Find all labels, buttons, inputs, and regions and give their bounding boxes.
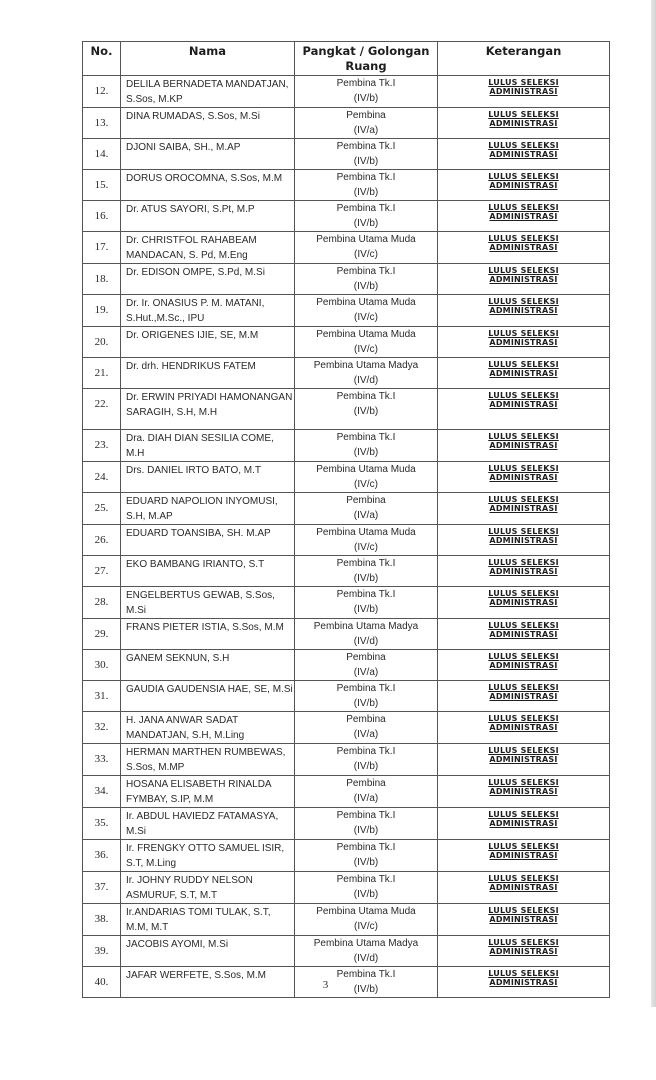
row-status-line1: LULUS SELEKSI bbox=[488, 464, 559, 473]
row-status-line2: ADMINISTRASI bbox=[489, 915, 558, 924]
row-number: 39. bbox=[83, 936, 121, 967]
row-grade: (IV/d) bbox=[353, 953, 379, 964]
selection-results-table bbox=[82, 41, 610, 998]
row-status-cell bbox=[438, 587, 610, 619]
page-bottom-margin bbox=[0, 1007, 656, 1080]
row-grade: (IV/d) bbox=[353, 636, 379, 647]
row-status-line1: LULUS SELEKSI bbox=[488, 234, 559, 243]
table-row bbox=[83, 840, 610, 872]
row-status-line2: ADMINISTRASI bbox=[489, 181, 558, 190]
table-row bbox=[83, 744, 610, 776]
row-number: 22. bbox=[83, 389, 121, 430]
row-status-cell bbox=[438, 650, 610, 681]
row-grade: (IV/b) bbox=[353, 889, 379, 900]
table-row bbox=[83, 712, 610, 744]
row-status-line1: LULUS SELEKSI bbox=[488, 652, 559, 661]
row-status-cell bbox=[438, 139, 610, 170]
row-name: Dr. CHRISTFOL RAHABEAM MANDACAN, S. Pd, M.Eng bbox=[121, 232, 295, 264]
row-rank-cell bbox=[295, 327, 438, 358]
row-rank-cell bbox=[295, 358, 438, 389]
row-status-cell bbox=[438, 712, 610, 744]
row-name: DORUS OROCOMNA, S.Sos, M.M bbox=[121, 170, 295, 201]
row-status-cell bbox=[438, 493, 610, 525]
row-rank-cell bbox=[295, 139, 438, 170]
row-number: 19. bbox=[83, 295, 121, 327]
row-number: 33. bbox=[83, 744, 121, 776]
row-rank: Pembina bbox=[346, 110, 386, 121]
row-rank-cell bbox=[295, 389, 438, 430]
row-status-line2: ADMINISTRASI bbox=[489, 441, 558, 450]
row-grade: (IV/b) bbox=[353, 698, 379, 709]
row-name: ENGELBERTUS GEWAB, S.Sos, M.Si bbox=[121, 587, 295, 619]
row-status-line1: LULUS SELEKSI bbox=[488, 329, 559, 338]
row-status-line2: ADMINISTRASI bbox=[489, 536, 558, 545]
row-number: 15. bbox=[83, 170, 121, 201]
row-rank-cell bbox=[295, 232, 438, 264]
row-rank-cell bbox=[295, 936, 438, 967]
row-number: 23. bbox=[83, 430, 121, 462]
table-row bbox=[83, 389, 610, 430]
row-number: 27. bbox=[83, 556, 121, 587]
row-grade: (IV/c) bbox=[354, 312, 378, 323]
row-grade: (IV/b) bbox=[353, 573, 379, 584]
row-name: Ir. ABDUL HAVIEDZ FATAMASYA, M.Si bbox=[121, 808, 295, 840]
row-rank-cell bbox=[295, 872, 438, 904]
page-edge-shadow bbox=[651, 0, 656, 1007]
row-rank: Pembina Tk.I bbox=[336, 842, 396, 853]
row-number: 25. bbox=[83, 493, 121, 525]
row-rank: Pembina Tk.I bbox=[336, 558, 396, 569]
row-rank-cell bbox=[295, 681, 438, 712]
row-name: DINA RUMADAS, S.Sos, M.Si bbox=[121, 108, 295, 139]
row-grade: (IV/a) bbox=[353, 510, 379, 521]
row-grade: (IV/b) bbox=[353, 761, 379, 772]
row-name: EDUARD TOANSIBA, SH. M.AP bbox=[121, 525, 295, 556]
row-number: 30. bbox=[83, 650, 121, 681]
table-row bbox=[83, 776, 610, 808]
row-number: 29. bbox=[83, 619, 121, 650]
row-grade: (IV/c) bbox=[354, 344, 378, 355]
row-status-line1: LULUS SELEKSI bbox=[488, 360, 559, 369]
row-rank: Pembina bbox=[346, 778, 386, 789]
table-row bbox=[83, 650, 610, 681]
row-number: 18. bbox=[83, 264, 121, 295]
row-status-cell bbox=[438, 108, 610, 139]
table-row bbox=[83, 587, 610, 619]
row-grade: (IV/b) bbox=[353, 984, 379, 995]
row-status-line2: ADMINISTRASI bbox=[489, 306, 558, 315]
row-status-line2: ADMINISTRASI bbox=[489, 87, 558, 96]
row-status-line2: ADMINISTRASI bbox=[489, 723, 558, 732]
row-number: 26. bbox=[83, 525, 121, 556]
row-status-cell bbox=[438, 76, 610, 108]
row-status-line1: LULUS SELEKSI bbox=[488, 266, 559, 275]
row-rank-cell bbox=[295, 170, 438, 201]
table-row bbox=[83, 358, 610, 389]
row-name: FRANS PIETER ISTIA, S.Sos, M.M bbox=[121, 619, 295, 650]
row-status-line1: LULUS SELEKSI bbox=[488, 78, 559, 87]
row-status-line2: ADMINISTRASI bbox=[489, 243, 558, 252]
row-status-line1: LULUS SELEKSI bbox=[488, 621, 559, 630]
table-row bbox=[83, 430, 610, 462]
row-grade: (IV/c) bbox=[354, 921, 378, 932]
row-name: HOSANA ELISABETH RINALDA FYMBAY, S.IP, M.M bbox=[121, 776, 295, 808]
row-status-line2: ADMINISTRASI bbox=[489, 119, 558, 128]
page-number: 3 bbox=[322, 979, 329, 991]
table-row bbox=[83, 76, 610, 108]
row-grade: (IV/b) bbox=[353, 604, 379, 615]
table-row bbox=[83, 462, 610, 493]
table-row bbox=[83, 108, 610, 139]
row-number: 13. bbox=[83, 108, 121, 139]
row-grade: (IV/b) bbox=[353, 187, 379, 198]
row-status-line1: LULUS SELEKSI bbox=[488, 938, 559, 947]
row-rank: Pembina Tk.I bbox=[336, 746, 396, 757]
row-status-cell bbox=[438, 327, 610, 358]
table-row bbox=[83, 904, 610, 936]
table-row bbox=[83, 525, 610, 556]
row-status-line1: LULUS SELEKSI bbox=[488, 495, 559, 504]
row-status-cell bbox=[438, 872, 610, 904]
row-status-line1: LULUS SELEKSI bbox=[488, 683, 559, 692]
row-grade: (IV/b) bbox=[353, 156, 379, 167]
row-status-line2: ADMINISTRASI bbox=[489, 947, 558, 956]
row-name: DJONI SAIBA, SH., M.AP bbox=[121, 139, 295, 170]
row-number: 12. bbox=[83, 76, 121, 108]
row-rank: Pembina bbox=[346, 652, 386, 663]
row-status-line2: ADMINISTRASI bbox=[489, 630, 558, 639]
row-status-cell bbox=[438, 776, 610, 808]
row-status-line1: LULUS SELEKSI bbox=[488, 172, 559, 181]
row-status-cell bbox=[438, 936, 610, 967]
row-status-line1: LULUS SELEKSI bbox=[488, 141, 559, 150]
row-status-line1: LULUS SELEKSI bbox=[488, 906, 559, 915]
row-grade: (IV/b) bbox=[353, 218, 379, 229]
row-status-cell bbox=[438, 462, 610, 493]
row-rank: Pembina Tk.I bbox=[336, 969, 396, 980]
row-rank: Pembina Tk.I bbox=[336, 172, 396, 183]
table-row bbox=[83, 201, 610, 232]
row-rank: Pembina Tk.I bbox=[336, 874, 396, 885]
row-number: 31. bbox=[83, 681, 121, 712]
row-rank: Pembina Tk.I bbox=[336, 141, 396, 152]
row-name: Ir. FRENGKY OTTO SAMUEL ISIR, S.T, M.Ling bbox=[121, 840, 295, 872]
row-rank-cell bbox=[295, 201, 438, 232]
row-status-line2: ADMINISTRASI bbox=[489, 819, 558, 828]
table-row bbox=[83, 295, 610, 327]
row-rank: Pembina Utama Madya bbox=[313, 938, 419, 949]
table-row bbox=[83, 139, 610, 170]
table-row bbox=[83, 681, 610, 712]
row-rank: Pembina Tk.I bbox=[336, 266, 396, 277]
row-status-cell bbox=[438, 358, 610, 389]
row-status-line1: LULUS SELEKSI bbox=[488, 432, 559, 441]
row-name: HERMAN MARTHEN RUMBEWAS, S.Sos, M.MP bbox=[121, 744, 295, 776]
row-rank-cell bbox=[295, 525, 438, 556]
table-row bbox=[83, 264, 610, 295]
row-status-line1: LULUS SELEKSI bbox=[488, 842, 559, 851]
row-status-line2: ADMINISTRASI bbox=[489, 150, 558, 159]
row-status-line1: LULUS SELEKSI bbox=[488, 969, 559, 978]
row-rank: Pembina Tk.I bbox=[336, 391, 396, 402]
row-rank-cell bbox=[295, 587, 438, 619]
row-status-cell bbox=[438, 681, 610, 712]
row-name: Drs. DANIEL IRTO BATO, M.T bbox=[121, 462, 295, 493]
header-nama: Nama bbox=[121, 42, 295, 76]
row-status-line1: LULUS SELEKSI bbox=[488, 110, 559, 119]
row-number: 14. bbox=[83, 139, 121, 170]
row-status-line1: LULUS SELEKSI bbox=[488, 391, 559, 400]
row-grade: (IV/b) bbox=[353, 406, 379, 417]
row-status-line1: LULUS SELEKSI bbox=[488, 714, 559, 723]
row-rank: Pembina bbox=[346, 495, 386, 506]
header-keterangan: Keterangan bbox=[438, 42, 610, 76]
row-status-line1: LULUS SELEKSI bbox=[488, 589, 559, 598]
row-rank-cell bbox=[295, 744, 438, 776]
row-name: Ir.ANDARIAS TOMI TULAK, S.T, M.M, M.T bbox=[121, 904, 295, 936]
row-rank-cell bbox=[295, 493, 438, 525]
row-rank: Pembina Utama Muda bbox=[316, 297, 416, 308]
row-rank: Pembina Tk.I bbox=[336, 683, 396, 694]
row-grade: (IV/b) bbox=[353, 93, 379, 104]
row-rank: Pembina Tk.I bbox=[336, 810, 396, 821]
row-rank-cell bbox=[295, 840, 438, 872]
table-row bbox=[83, 556, 610, 587]
row-rank-cell bbox=[295, 76, 438, 108]
row-name: EKO BAMBANG IRIANTO, S.T bbox=[121, 556, 295, 587]
row-number: 36. bbox=[83, 840, 121, 872]
row-grade: (IV/a) bbox=[353, 125, 379, 136]
row-rank-cell bbox=[295, 556, 438, 587]
row-status-line1: LULUS SELEKSI bbox=[488, 527, 559, 536]
table-row bbox=[83, 808, 610, 840]
row-rank-cell bbox=[295, 650, 438, 681]
row-rank-cell bbox=[295, 904, 438, 936]
row-status-cell bbox=[438, 744, 610, 776]
row-status-line2: ADMINISTRASI bbox=[489, 473, 558, 482]
row-status-cell bbox=[438, 525, 610, 556]
row-number: 35. bbox=[83, 808, 121, 840]
row-number: 38. bbox=[83, 904, 121, 936]
row-name: DELILA BERNADETA MANDATJAN, S.Sos, M.KP bbox=[121, 76, 295, 108]
row-name: Dr. ATUS SAYORI, S.Pt, M.P bbox=[121, 201, 295, 232]
row-status-line2: ADMINISTRASI bbox=[489, 369, 558, 378]
row-rank: Pembina Utama Muda bbox=[316, 527, 416, 538]
table-row bbox=[83, 936, 610, 967]
row-grade: (IV/a) bbox=[353, 729, 379, 740]
row-status-line2: ADMINISTRASI bbox=[489, 567, 558, 576]
row-grade: (IV/c) bbox=[354, 479, 378, 490]
row-grade: (IV/a) bbox=[353, 667, 379, 678]
row-grade: (IV/c) bbox=[354, 542, 378, 553]
row-status-cell bbox=[438, 264, 610, 295]
row-name: H. JANA ANWAR SADAT MANDATJAN, S.H, M.Ling bbox=[121, 712, 295, 744]
row-grade: (IV/c) bbox=[354, 249, 378, 260]
row-rank: Pembina bbox=[346, 714, 386, 725]
row-status-line1: LULUS SELEKSI bbox=[488, 558, 559, 567]
row-status-line1: LULUS SELEKSI bbox=[488, 810, 559, 819]
row-name: GAUDIA GAUDENSIA HAE, SE, M.Si bbox=[121, 681, 295, 712]
row-status-line2: ADMINISTRASI bbox=[489, 212, 558, 221]
row-rank: Pembina Utama Muda bbox=[316, 329, 416, 340]
row-name: JACOBIS AYOMI, M.Si bbox=[121, 936, 295, 967]
row-status-cell bbox=[438, 295, 610, 327]
row-status-cell bbox=[438, 904, 610, 936]
row-name: Dr. EDISON OMPE, S.Pd, M.Si bbox=[121, 264, 295, 295]
row-status-cell bbox=[438, 389, 610, 430]
row-rank-cell bbox=[295, 462, 438, 493]
row-grade: (IV/b) bbox=[353, 857, 379, 868]
table-row bbox=[83, 619, 610, 650]
row-grade: (IV/b) bbox=[353, 447, 379, 458]
row-name: EDUARD NAPOLION INYOMUSI, S.H, M.AP bbox=[121, 493, 295, 525]
row-status-cell bbox=[438, 840, 610, 872]
row-name: Dr. Ir. ONASIUS P. M. MATANI, S.Hut.,M.Sc., IPU bbox=[121, 295, 295, 327]
row-status-line2: ADMINISTRASI bbox=[489, 787, 558, 796]
row-status-cell bbox=[438, 430, 610, 462]
row-status-cell bbox=[438, 170, 610, 201]
row-status-line2: ADMINISTRASI bbox=[489, 338, 558, 347]
table-row bbox=[83, 170, 610, 201]
row-status-line2: ADMINISTRASI bbox=[489, 851, 558, 860]
row-number: 37. bbox=[83, 872, 121, 904]
row-rank-cell bbox=[295, 808, 438, 840]
row-rank: Pembina Utama Muda bbox=[316, 234, 416, 245]
row-rank-cell bbox=[295, 619, 438, 650]
row-status-line1: LULUS SELEKSI bbox=[488, 746, 559, 755]
row-grade: (IV/b) bbox=[353, 825, 379, 836]
row-name: JAFAR WERFETE, S.Sos, M.M bbox=[121, 967, 295, 998]
row-rank: Pembina Tk.I bbox=[336, 589, 396, 600]
table-row bbox=[83, 327, 610, 358]
row-status-line1: LULUS SELEKSI bbox=[488, 297, 559, 306]
row-rank: Pembina Utama Madya bbox=[313, 360, 419, 371]
row-name: Dra. DIAH DIAN SESILIA COME, M.H bbox=[121, 430, 295, 462]
row-status-cell bbox=[438, 808, 610, 840]
row-status-line2: ADMINISTRASI bbox=[489, 598, 558, 607]
row-status-line1: LULUS SELEKSI bbox=[488, 778, 559, 787]
row-number: 17. bbox=[83, 232, 121, 264]
row-name: Dr. drh. HENDRIKUS FATEM bbox=[121, 358, 295, 389]
row-rank-cell bbox=[295, 295, 438, 327]
row-rank-cell bbox=[295, 430, 438, 462]
table-body bbox=[83, 76, 610, 998]
table-row bbox=[83, 872, 610, 904]
row-number: 34. bbox=[83, 776, 121, 808]
row-status-cell bbox=[438, 556, 610, 587]
table-header-row bbox=[83, 42, 610, 76]
row-status-line2: ADMINISTRASI bbox=[489, 275, 558, 284]
row-number: 20. bbox=[83, 327, 121, 358]
header-pangkat: Pangkat / Golongan Ruang bbox=[295, 42, 438, 76]
row-status-line1: LULUS SELEKSI bbox=[488, 874, 559, 883]
row-number: 16. bbox=[83, 201, 121, 232]
row-name: Ir. JOHNY RUDDY NELSON ASMURUF, S.T, M.T bbox=[121, 872, 295, 904]
row-name: GANEM SEKNUN, S.H bbox=[121, 650, 295, 681]
row-rank-cell bbox=[295, 712, 438, 744]
row-rank: Pembina Tk.I bbox=[336, 203, 396, 214]
row-status-line2: ADMINISTRASI bbox=[489, 661, 558, 670]
row-status-cell bbox=[438, 201, 610, 232]
row-status-cell bbox=[438, 619, 610, 650]
row-rank: Pembina Utama Muda bbox=[316, 464, 416, 475]
row-number: 21. bbox=[83, 358, 121, 389]
row-status-line2: ADMINISTRASI bbox=[489, 978, 558, 987]
row-status-line2: ADMINISTRASI bbox=[489, 692, 558, 701]
row-status-line2: ADMINISTRASI bbox=[489, 504, 558, 513]
row-name: Dr. ORIGENES IJIE, SE, M.M bbox=[121, 327, 295, 358]
row-number: 32. bbox=[83, 712, 121, 744]
row-number: 40. bbox=[83, 967, 121, 998]
row-status-line2: ADMINISTRASI bbox=[489, 755, 558, 764]
row-grade: (IV/b) bbox=[353, 281, 379, 292]
table-row bbox=[83, 493, 610, 525]
row-status-line2: ADMINISTRASI bbox=[489, 883, 558, 892]
row-grade: (IV/d) bbox=[353, 375, 379, 386]
row-number: 24. bbox=[83, 462, 121, 493]
row-rank: Pembina Tk.I bbox=[336, 78, 396, 89]
row-rank-cell bbox=[295, 776, 438, 808]
row-number: 28. bbox=[83, 587, 121, 619]
row-rank: Pembina Utama Madya bbox=[313, 621, 419, 632]
header-no: No. bbox=[83, 42, 121, 76]
row-grade: (IV/a) bbox=[353, 793, 379, 804]
row-rank: Pembina Utama Muda bbox=[316, 906, 416, 917]
row-status-cell bbox=[438, 232, 610, 264]
row-rank-cell bbox=[295, 264, 438, 295]
row-status-line2: ADMINISTRASI bbox=[489, 400, 558, 409]
table-row bbox=[83, 232, 610, 264]
row-status-line1: LULUS SELEKSI bbox=[488, 203, 559, 212]
row-rank: Pembina Tk.I bbox=[336, 432, 396, 443]
row-rank-cell bbox=[295, 108, 438, 139]
row-name: Dr. ERWIN PRIYADI HAMONANGAN SARAGIH, S.H, M.H bbox=[121, 389, 295, 430]
